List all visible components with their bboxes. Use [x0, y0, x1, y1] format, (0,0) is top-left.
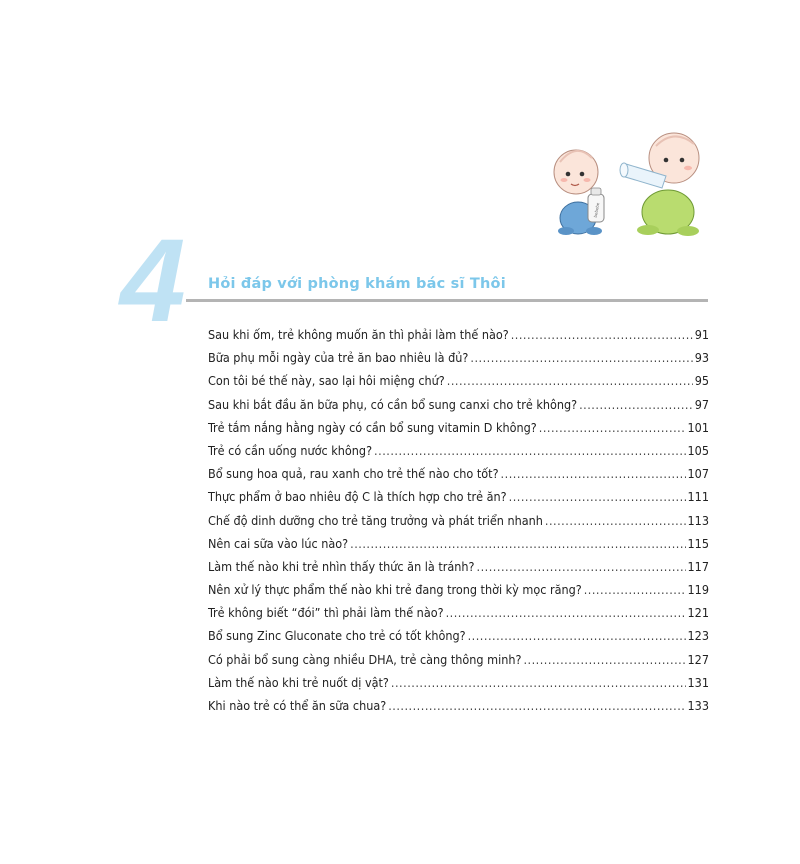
toc-entry [208, 532, 709, 555]
toc-leader-dots [511, 323, 693, 346]
toc-leader-dots [477, 555, 686, 578]
toc-page-number: 127 [687, 651, 709, 667]
toc-entry [208, 694, 709, 717]
toc-page-number: 97 [694, 396, 709, 412]
toc-entry-title: Bổ sung hoa quả, rau xanh cho trẻ thế nào cho tốt? [208, 466, 499, 482]
toc-entry-title: Trẻ không biết “đói” thì phải làm thế nào? [208, 605, 444, 621]
toc-entry-title: Nên cai sữa vào lúc nào? [208, 535, 349, 551]
babies-illustration [548, 128, 708, 238]
toc-page-number: 111 [687, 489, 709, 505]
toc-entry [208, 416, 709, 439]
toc-leader-dots [584, 578, 686, 601]
toc-page-number: 133 [687, 698, 709, 713]
toc-entry-title: Bổ sung Zinc Gluconate cho trẻ có tốt không? [208, 628, 466, 644]
toc-page-number: 123 [687, 628, 709, 644]
toc-page-number: 95 [694, 373, 709, 389]
toc-page-number: 115 [687, 535, 709, 551]
toc-entry [208, 509, 709, 532]
chapter-title: Hỏi đáp với phòng khám bác sĩ Thôi [208, 276, 506, 292]
toc-entry-title: Thực phẩm ở bao nhiêu độ C là thích hợp cho trẻ ăn? [208, 489, 507, 505]
toc-entry [208, 671, 709, 694]
toc-page-number: 101 [687, 419, 709, 435]
toc-leader-dots [545, 509, 686, 532]
table-of-contents [208, 323, 709, 717]
toc-entry-title: Chế độ dinh dưỡng cho trẻ tăng trưởng và phát triển nhanh [208, 512, 543, 528]
toc-entry [208, 648, 709, 671]
toc-page-number: 91 [694, 327, 709, 342]
title-divider [186, 299, 708, 302]
toc-entry-title: Làm thế nào khi trẻ nhìn thấy thức ăn là tránh? [208, 558, 475, 574]
toc-entry-title: Làm thế nào khi trẻ nuốt dị vật? [208, 674, 389, 690]
toc-entry [208, 555, 709, 578]
toc-entry [208, 601, 709, 624]
toc-leader-dots [501, 462, 686, 485]
toc-entry [208, 462, 709, 485]
toc-entry-title: Sau khi ốm, trẻ không muốn ăn thì phải làm thế nào? [208, 327, 509, 342]
toc-page-number: 119 [687, 582, 709, 598]
toc-entry-title: Nên xử lý thực phẩm thế nào khi trẻ đang trong thời kỳ mọc răng? [208, 582, 582, 598]
toc-entry-title: Khi nào trẻ có thể ăn sữa chua? [208, 698, 387, 713]
bottle-label: bebebe [592, 202, 601, 218]
toc-leader-dots [374, 439, 685, 462]
toc-leader-dots [523, 648, 685, 671]
toc-entry [208, 323, 709, 346]
toc-page-number: 113 [687, 512, 709, 528]
toc-entry [208, 485, 709, 508]
toc-entry-title: Trẻ có cần uống nước không? [208, 442, 373, 458]
toc-entry-title: Có phải bổ sung càng nhiều DHA, trẻ càng thông minh? [208, 651, 522, 667]
toc-page-number: 121 [687, 605, 709, 621]
toc-entry [208, 624, 709, 647]
toc-page-number: 105 [687, 442, 709, 458]
toc-entry [208, 369, 709, 392]
toc-entry-title: Con tôi bé thế này, sao lại hôi miệng chứ? [208, 373, 445, 389]
toc-leader-dots [468, 624, 686, 647]
toc-entry-title: Sau khi bắt đầu ăn bữa phụ, có cần bổ sung canxi cho trẻ không? [208, 396, 578, 412]
toc-entry [208, 578, 709, 601]
toc-leader-dots [388, 694, 685, 717]
toc-entry-title: Trẻ tắm nắng hằng ngày có cần bổ sung vitamin D không? [208, 419, 537, 435]
toc-leader-dots [509, 485, 686, 508]
toc-leader-dots [579, 393, 693, 416]
toc-page-number: 107 [687, 466, 709, 482]
toc-page-number: 93 [694, 350, 709, 366]
toc-entry [208, 393, 709, 416]
milk-bottle-icon [588, 188, 604, 222]
toc-entry [208, 439, 709, 462]
toc-entry-title: Bữa phụ mỗi ngày của trẻ ăn bao nhiêu là đủ? [208, 350, 469, 366]
toc-page-number: 117 [687, 558, 709, 574]
toc-leader-dots [391, 671, 686, 694]
toc-page-number: 131 [687, 674, 709, 690]
toc-entry [208, 346, 709, 369]
toc-leader-dots [539, 416, 686, 439]
toc-leader-dots [447, 369, 693, 392]
toc-leader-dots [446, 601, 686, 624]
chapter-number: 4 [120, 215, 186, 347]
toc-leader-dots [350, 532, 685, 555]
green-baby-figure [637, 133, 699, 236]
toc-leader-dots [470, 346, 692, 369]
